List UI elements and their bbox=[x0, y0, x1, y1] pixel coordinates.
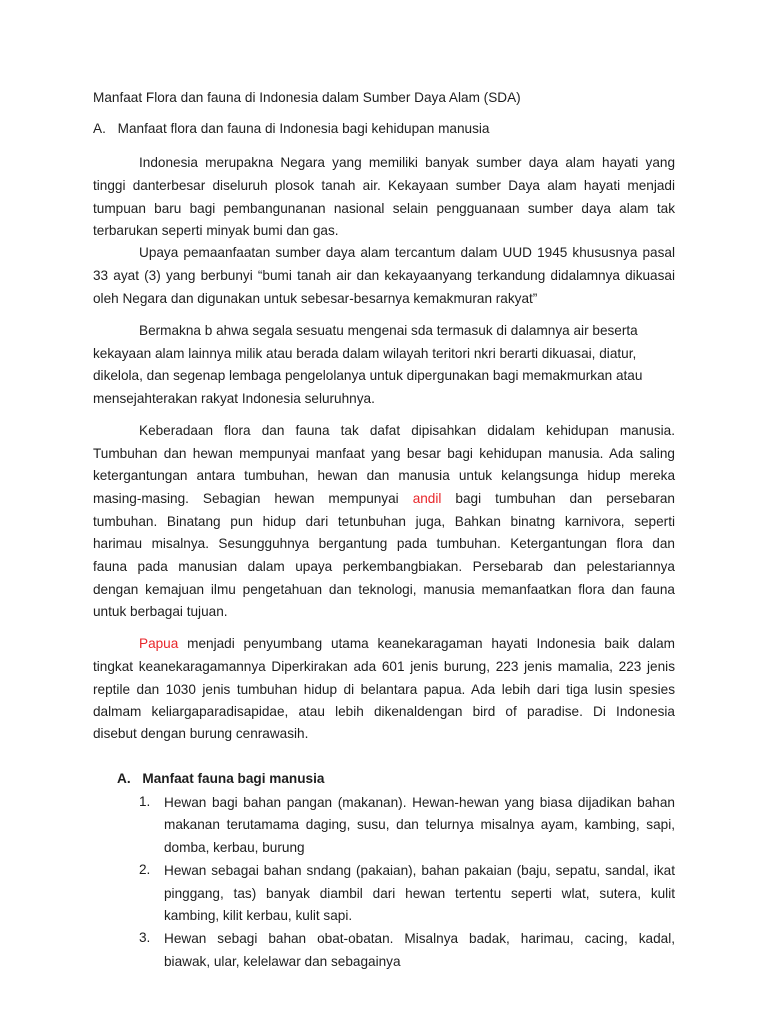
p4-line-9: untuk berbagai tujuan. bbox=[93, 604, 228, 619]
p5-line-1 bbox=[139, 636, 675, 651]
list-item-2-line-3: kambing, kilit kerbau, kulit sapi. bbox=[164, 908, 353, 923]
section-b-title: Manfaat fauna bagi manusia bbox=[142, 771, 325, 786]
p4-line-3: ketergantungan antara tumbuhan, hewan dan manusia untuk kelangsunga hidup mereka bbox=[93, 468, 675, 483]
list-item-3-number: 3. bbox=[139, 930, 151, 945]
section-a-title: Manfaat flora dan fauna di Indonesia bagi kehidupan manusia bbox=[117, 121, 490, 136]
section-a-heading bbox=[93, 122, 489, 136]
list-item-2-number: 2. bbox=[139, 862, 151, 877]
p4-line-8: dengan kemajuan ilmu pengetahuan dan teknologi, manusia memanfaatkan flora dan fauna bbox=[93, 582, 675, 597]
p2-line-2: 33 ayat (3) yang berbunyi “bumi tanah air dan kekayaanyang terkandung didalamnya dikuasai bbox=[93, 268, 675, 283]
p4-line-7: fauna pada manusian dalam upaya perkembangbiakan. Persebarab dan pelestariannya bbox=[93, 559, 675, 574]
list-item-1-line-3: domba, kerbau, burung bbox=[164, 840, 305, 855]
p4-line-2: Tumbuhan dan hewan mempunyai manfaat yang besar bagi kehidupan manusia. Ada saling bbox=[93, 446, 675, 461]
p4-line-4-a: masing-masing. Sebagian hewan mempunyai bbox=[93, 491, 413, 506]
p5-line-2: tingkat keanekaragamannya Diperkirakan ada 601 jenis burung, 223 jenis mamalia, 223 jenis bbox=[93, 659, 675, 674]
p3-line-3: dikelola, dan segenap lembaga pengelolanya untuk dipergunakan bagi memakmurkan atau bbox=[93, 368, 643, 383]
list-item-1-line-1: Hewan bagi bahan pangan (makanan). Hewan-hewan yang biasa dijadikan bahan bbox=[164, 795, 675, 810]
p1-line-4: terbarukan seperti minyak bumi dan gas. bbox=[93, 223, 339, 238]
p5-line-1-rest: menjadi penyumbang utama keanekaragaman hayati Indonesia baik dalam bbox=[178, 636, 675, 651]
p3-line-1: Bermakna b ahwa segala sesuatu mengenai sda termasuk di dalamnya air beserta bbox=[139, 323, 638, 338]
p2-line-1: Upaya pemaanfaatan sumber daya alam tercantum dalam UUD 1945 khususnya pasal bbox=[139, 245, 675, 260]
section-a-letter: A. bbox=[93, 121, 106, 136]
p5-line-5: disebut dengan burung cenrawasih. bbox=[93, 726, 309, 741]
p4-line-4-b: bagi tumbuhan dan persebaran bbox=[441, 491, 675, 506]
list-item-3-line-2: biawak, ular, kelelawar dan sebagainya bbox=[164, 954, 401, 969]
highlight-papua: Papua bbox=[139, 636, 179, 651]
list-item-2-line-2: pinggang, tas) banyak diambil dari hewan tertentu seperti wlat, sutera, kulit bbox=[164, 886, 675, 901]
p4-line-1: Keberadaan flora dan fauna tak dafat dipisahkan didalam kehidupan manusia. bbox=[139, 423, 675, 438]
p4-line-4 bbox=[93, 491, 675, 506]
section-b-letter: A. bbox=[117, 771, 131, 786]
list-item-1-number: 1. bbox=[139, 794, 151, 809]
p4-line-6: harimau misalnya. Sesungguhnya bergantung pada tumbuhan. Ketergantungan flora dan bbox=[93, 536, 675, 551]
p5-line-4: dalmam keliargaparadisapidae, atau lebih dikenaldengan bird of paradise. Di Indonesia bbox=[93, 704, 675, 719]
p1-line-2: tinggi danterbesar diseluruh plosok tanah air. Kekayaan sumber Daya alam hayati menjadi bbox=[93, 178, 675, 193]
list-item-2-line-1: Hewan sebagai bahan sndang (pakaian), bahan pakaian (baju, sepatu, sandal, ikat bbox=[164, 863, 675, 878]
p3-line-4: mensejahterakan rakyat Indonesia seluruhnya. bbox=[93, 391, 375, 406]
list-item-3-line-1: Hewan sebagi bahan obat-obatan. Misalnya badak, harimau, cacing, kadal, bbox=[164, 931, 675, 946]
p1-line-1: Indonesia merupakna Negara yang memiliki banyak sumber daya alam hayati yang bbox=[139, 155, 675, 170]
document-title: Manfaat Flora dan fauna di Indonesia dalam Sumber Daya Alam (SDA) bbox=[93, 90, 521, 105]
section-b-heading bbox=[117, 772, 324, 786]
p5-line-3: reptile dan 1030 jenis tumbuhan hidup di belantara papua. Ada lebih dari tiga lusin spesies bbox=[93, 682, 675, 697]
p3-line-2: kekayaan alam lainnya milik atau berada dalam wilayah teritori nkri berarti dikuasai, diatur, bbox=[93, 346, 637, 361]
list-item-1-line-2: makanan terutamama daging, susu, dan telurnya misalnya ayam, kambing, sapi, bbox=[164, 817, 675, 832]
p1-line-3: tumpuan baru bagi pembangunanan nasional selain pengguanaan sumber daya alam tak bbox=[93, 201, 675, 216]
p2-line-3: oleh Negara dan digunakan untuk sebesar-besarnya kemakmuran rakyat” bbox=[93, 291, 538, 306]
p4-line-5: tumbuhan. Binatang pun hidup dari tetunbuhan juga, Bahkan binatng karnivora, seperti bbox=[93, 514, 675, 529]
highlight-andil: andil bbox=[412, 491, 442, 506]
